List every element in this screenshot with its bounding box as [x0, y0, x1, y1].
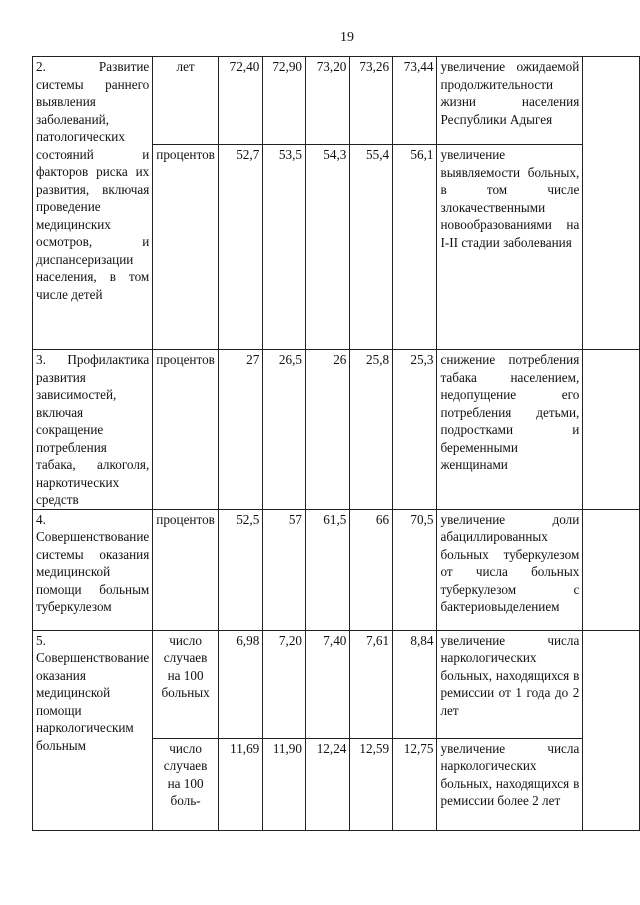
value-cell: 12,75: [393, 738, 437, 830]
value-cell: 27: [218, 350, 262, 510]
result-cell: увеличение числа наркологических больных, находящихся в ремиссии более 2 лет: [437, 738, 583, 830]
empty-cell: [583, 509, 640, 630]
value-cell: 12,24: [306, 738, 350, 830]
value-cell: 7,20: [263, 630, 306, 738]
result-cell: увеличение ожидаемой продолжительности жизни населения Республики Адыгея: [437, 57, 583, 145]
value-cell: 66: [350, 509, 393, 630]
unit-cell: число случаев на 100 больных: [153, 630, 219, 738]
page-number: 19: [340, 30, 354, 45]
value-cell: 25,3: [393, 350, 437, 510]
empty-cell: [583, 57, 640, 350]
value-cell: 8,84: [393, 630, 437, 738]
measure-name: 2. Развитие системы раннего выявления заболеваний, патологических состояний и факторов риска их развития, включая проведение медицинских осмотров, и диспансеризации населения, в том числе детей: [33, 57, 153, 350]
unit-cell: процентов: [153, 145, 219, 350]
value-cell: 52,5: [218, 509, 262, 630]
value-cell: 55,4: [350, 145, 393, 350]
value-cell: 61,5: [306, 509, 350, 630]
unit-cell: процентов: [153, 509, 219, 630]
empty-cell: [583, 350, 640, 510]
value-cell: 11,90: [263, 738, 306, 830]
value-cell: 73,20: [306, 57, 350, 145]
table-row: [33, 350, 640, 510]
unit-cell: лет: [153, 57, 219, 145]
indicators-table: [32, 56, 640, 831]
value-cell: 6,98: [218, 630, 262, 738]
unit-cell: процентов: [153, 350, 219, 510]
value-cell: 25,8: [350, 350, 393, 510]
value-cell: 26,5: [263, 350, 306, 510]
value-cell: 72,40: [218, 57, 262, 145]
empty-cell: [583, 630, 640, 830]
value-cell: 57: [263, 509, 306, 630]
value-cell: 7,40: [306, 630, 350, 738]
measure-name: 4. Совершенствование системы оказания медицинской помощи больным туберкулезом: [33, 509, 153, 630]
value-cell: 54,3: [306, 145, 350, 350]
result-cell: увеличение числа наркологических больных, находящихся в ремиссии от 1 года до 2 лет: [437, 630, 583, 738]
measure-name: 5. Совершенствование оказания медицинской помощи наркологическим больным: [33, 630, 153, 830]
value-cell: 53,5: [263, 145, 306, 350]
measure-name: 3. Профилактика развития зависимостей, включая сокращение потребления табака, алкоголя, наркотических средств: [33, 350, 153, 510]
table-row: [33, 630, 640, 738]
value-cell: 12,59: [350, 738, 393, 830]
value-cell: 11,69: [218, 738, 262, 830]
unit-cell: число случаев на 100 боль-: [153, 738, 219, 830]
value-cell: 72,90: [263, 57, 306, 145]
table-row: [33, 57, 640, 145]
value-cell: 56,1: [393, 145, 437, 350]
value-cell: 70,5: [393, 509, 437, 630]
result-cell: увеличение выявляемости больных, в том числе злокачественными новообразованиями на I-II стадии заболевания: [437, 145, 583, 350]
value-cell: 73,26: [350, 57, 393, 145]
table-row: [33, 509, 640, 630]
result-cell: снижение потребления табака населением, недопущение его потребления детьми, подростками и беременными женщинами: [437, 350, 583, 510]
value-cell: 73,44: [393, 57, 437, 145]
result-cell: увеличение доли абациллированных больных туберкулезом от числа больных туберкулезом с бактериовыделением: [437, 509, 583, 630]
value-cell: 7,61: [350, 630, 393, 738]
value-cell: 52,7: [218, 145, 262, 350]
value-cell: 26: [306, 350, 350, 510]
